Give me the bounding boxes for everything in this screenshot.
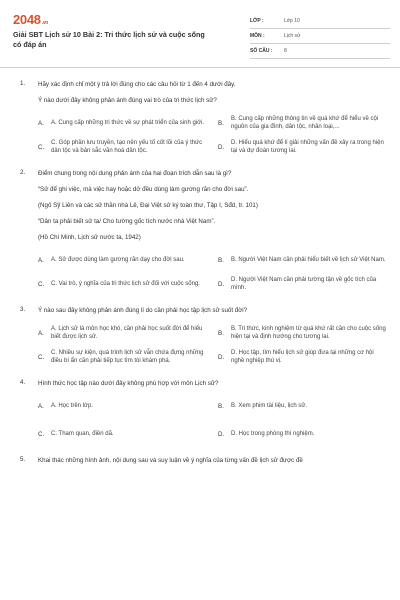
option-text: D. Hiểu quá khứ để lí giải những vấn đề xảy ra trong hiện tại và dự đoán tương lai.	[231, 139, 384, 154]
meta-value: Lịch sử	[284, 33, 301, 39]
option-letter: A.	[38, 329, 44, 337]
meta-value: Lớp 10	[284, 18, 300, 24]
question-4	[0, 379, 400, 443]
option-text: C. Vai trò, ý nghĩa của tri thức lịch sử đối với cuộc sống.	[51, 280, 200, 287]
option-d[interactable]	[218, 425, 386, 443]
option-text: D. Người Việt Nam cần phải tường tận về gốc tích của mình.	[231, 276, 377, 291]
question-3	[0, 306, 400, 366]
option-text: D. Học trong phòng thí nghiệm.	[231, 430, 315, 437]
document-meta	[250, 14, 390, 59]
answer-options	[38, 114, 386, 156]
option-text: D. Học tập, tìm hiểu lịch sử giúp đưa lại những cơ hội nghề nghiệp thú vị.	[231, 349, 374, 364]
option-b[interactable]	[218, 114, 386, 132]
option-a[interactable]	[38, 324, 206, 342]
option-letter: B.	[218, 119, 224, 127]
answer-options	[38, 324, 386, 366]
option-letter: D.	[218, 430, 225, 438]
meta-value: 8	[284, 48, 287, 54]
answer-options	[38, 251, 386, 293]
option-letter: C.	[38, 353, 45, 361]
meta-key: SỐ CÂU :	[250, 48, 273, 54]
question-number: 5.	[20, 456, 26, 463]
question-text: Hãy xác định chỉ một ý trả lời đúng cho các câu hỏi từ 1 đến 4 dưới đây.	[38, 81, 236, 88]
quote-line: “Dân ta phải biết sử ta/ Cho tường gốc tích nước nhà Việt Nam”.	[38, 218, 216, 225]
option-d[interactable]	[218, 138, 386, 156]
option-letter: A.	[38, 256, 44, 264]
question-number: 1.	[20, 80, 26, 87]
answer-options	[38, 397, 386, 443]
option-letter: A.	[38, 119, 44, 127]
question-text: Điểm chung trong nội dung phản ánh của hai đoạn trích dẫn sau là gì?	[38, 170, 232, 177]
option-letter: D.	[218, 143, 225, 151]
option-letter: D.	[218, 280, 225, 288]
option-letter: C.	[38, 280, 45, 288]
option-b[interactable]	[218, 324, 386, 342]
option-text: B. Người Việt Nam cần phải hiểu biết về lịch sử Việt Nam.	[231, 256, 386, 263]
question-text: Khai thác những hình ảnh, nội dung sau và suy luận về ý nghĩa của từng vấn đề lịch sử được đề	[38, 457, 303, 464]
question-subtext: Ý nào dưới đây không phản ánh đúng vai trò của tri thức lịch sử?	[38, 97, 217, 104]
option-text: B. Xem phim tài liệu, lịch sử.	[231, 402, 308, 409]
option-text: C. Góp phần lưu truyền, tạo nên yếu tố cốt lõi của ý thức dân tộc và bản sắc văn hoá dân tộc.	[51, 139, 203, 154]
question-number: 4.	[20, 379, 26, 386]
meta-row-count	[250, 44, 390, 59]
option-letter: D.	[218, 353, 225, 361]
option-a[interactable]	[38, 397, 206, 415]
meta-row-class	[250, 14, 390, 29]
option-text: A. Học trên lớp.	[51, 402, 93, 409]
option-c[interactable]	[38, 138, 206, 156]
option-c[interactable]	[38, 275, 206, 293]
option-letter: B.	[218, 329, 224, 337]
question-number: 2.	[20, 169, 26, 176]
quote-line: “Sử để ghi việc, mà việc hay hoặc dở đều dùng làm gương răn cho đời sau”.	[38, 186, 249, 193]
quote-source: (Ngô Sỹ Liên và các sử thần nhà Lê, Đại Việt sử ký toàn thư, Tập I, Sđd, tr. 101)	[38, 202, 258, 209]
meta-row-subject	[250, 29, 390, 44]
option-a[interactable]	[38, 114, 206, 132]
option-text: A. Sử được dùng làm gương răn dạy cho đời sau.	[51, 256, 185, 263]
option-d[interactable]	[218, 275, 386, 293]
question-text: Hình thức học tập nào dưới đây không phù hợp với môn Lịch sử?	[38, 380, 219, 387]
option-text: A. Lịch sử là môn học khó, cần phải học suốt đời để hiểu biết được lịch sử.	[51, 325, 203, 340]
question-2	[0, 169, 400, 293]
document-title: Giải SBT Lịch sử 10 Bài 2: Tri thức lịch sử và cuộc sống có đáp án	[13, 30, 205, 49]
option-text: C. Tham quan, điền dã.	[51, 430, 114, 437]
option-text: C. Nhiều sự kiện, quá trình lịch sử vẫn chứa đựng những điều bí ẩn cần phải tiếp tục tìm tòi khám phá.	[51, 349, 204, 364]
meta-key: LỚP :	[250, 18, 264, 24]
logo-text: 2048	[13, 12, 41, 27]
header-divider	[0, 67, 400, 68]
meta-key: MÔN :	[250, 33, 265, 39]
question-text: Ý nào sau đây không phản ánh đúng lí do cần phải học tập lịch sử suốt đời?	[38, 307, 248, 314]
quote-source: (Hồ Chí Minh, Lịch sử nước ta, 1942)	[38, 234, 141, 241]
option-d[interactable]	[218, 348, 386, 366]
option-c[interactable]	[38, 348, 206, 366]
option-letter: C.	[38, 143, 45, 151]
question-1	[0, 80, 400, 156]
option-c[interactable]	[38, 425, 206, 443]
option-text: B. Cung cấp những thông tin về quá khứ để hiểu về cội nguồn của gia đình, dân tộc, nhân loại,...	[231, 115, 379, 130]
document-header	[0, 0, 400, 62]
question-number: 3.	[20, 306, 26, 313]
option-b[interactable]	[218, 251, 386, 269]
question-5	[0, 456, 400, 465]
option-text: B. Tri thức, kinh nghiệm từ quá khứ rất cần cho cuộc sống hiện tại và định hướng cho tương lai.	[231, 325, 386, 340]
option-letter: B.	[218, 402, 224, 410]
logo-suffix: .vn	[41, 20, 49, 26]
option-letter: B.	[218, 256, 224, 264]
option-letter: A.	[38, 402, 44, 410]
option-letter: C.	[38, 430, 45, 438]
question-list	[0, 80, 400, 478]
site-logo[interactable]	[13, 12, 48, 27]
option-text: A. Cung cấp những tri thức về sự phát triển của sinh giới.	[51, 119, 205, 126]
option-a[interactable]	[38, 251, 206, 269]
option-b[interactable]	[218, 397, 386, 415]
